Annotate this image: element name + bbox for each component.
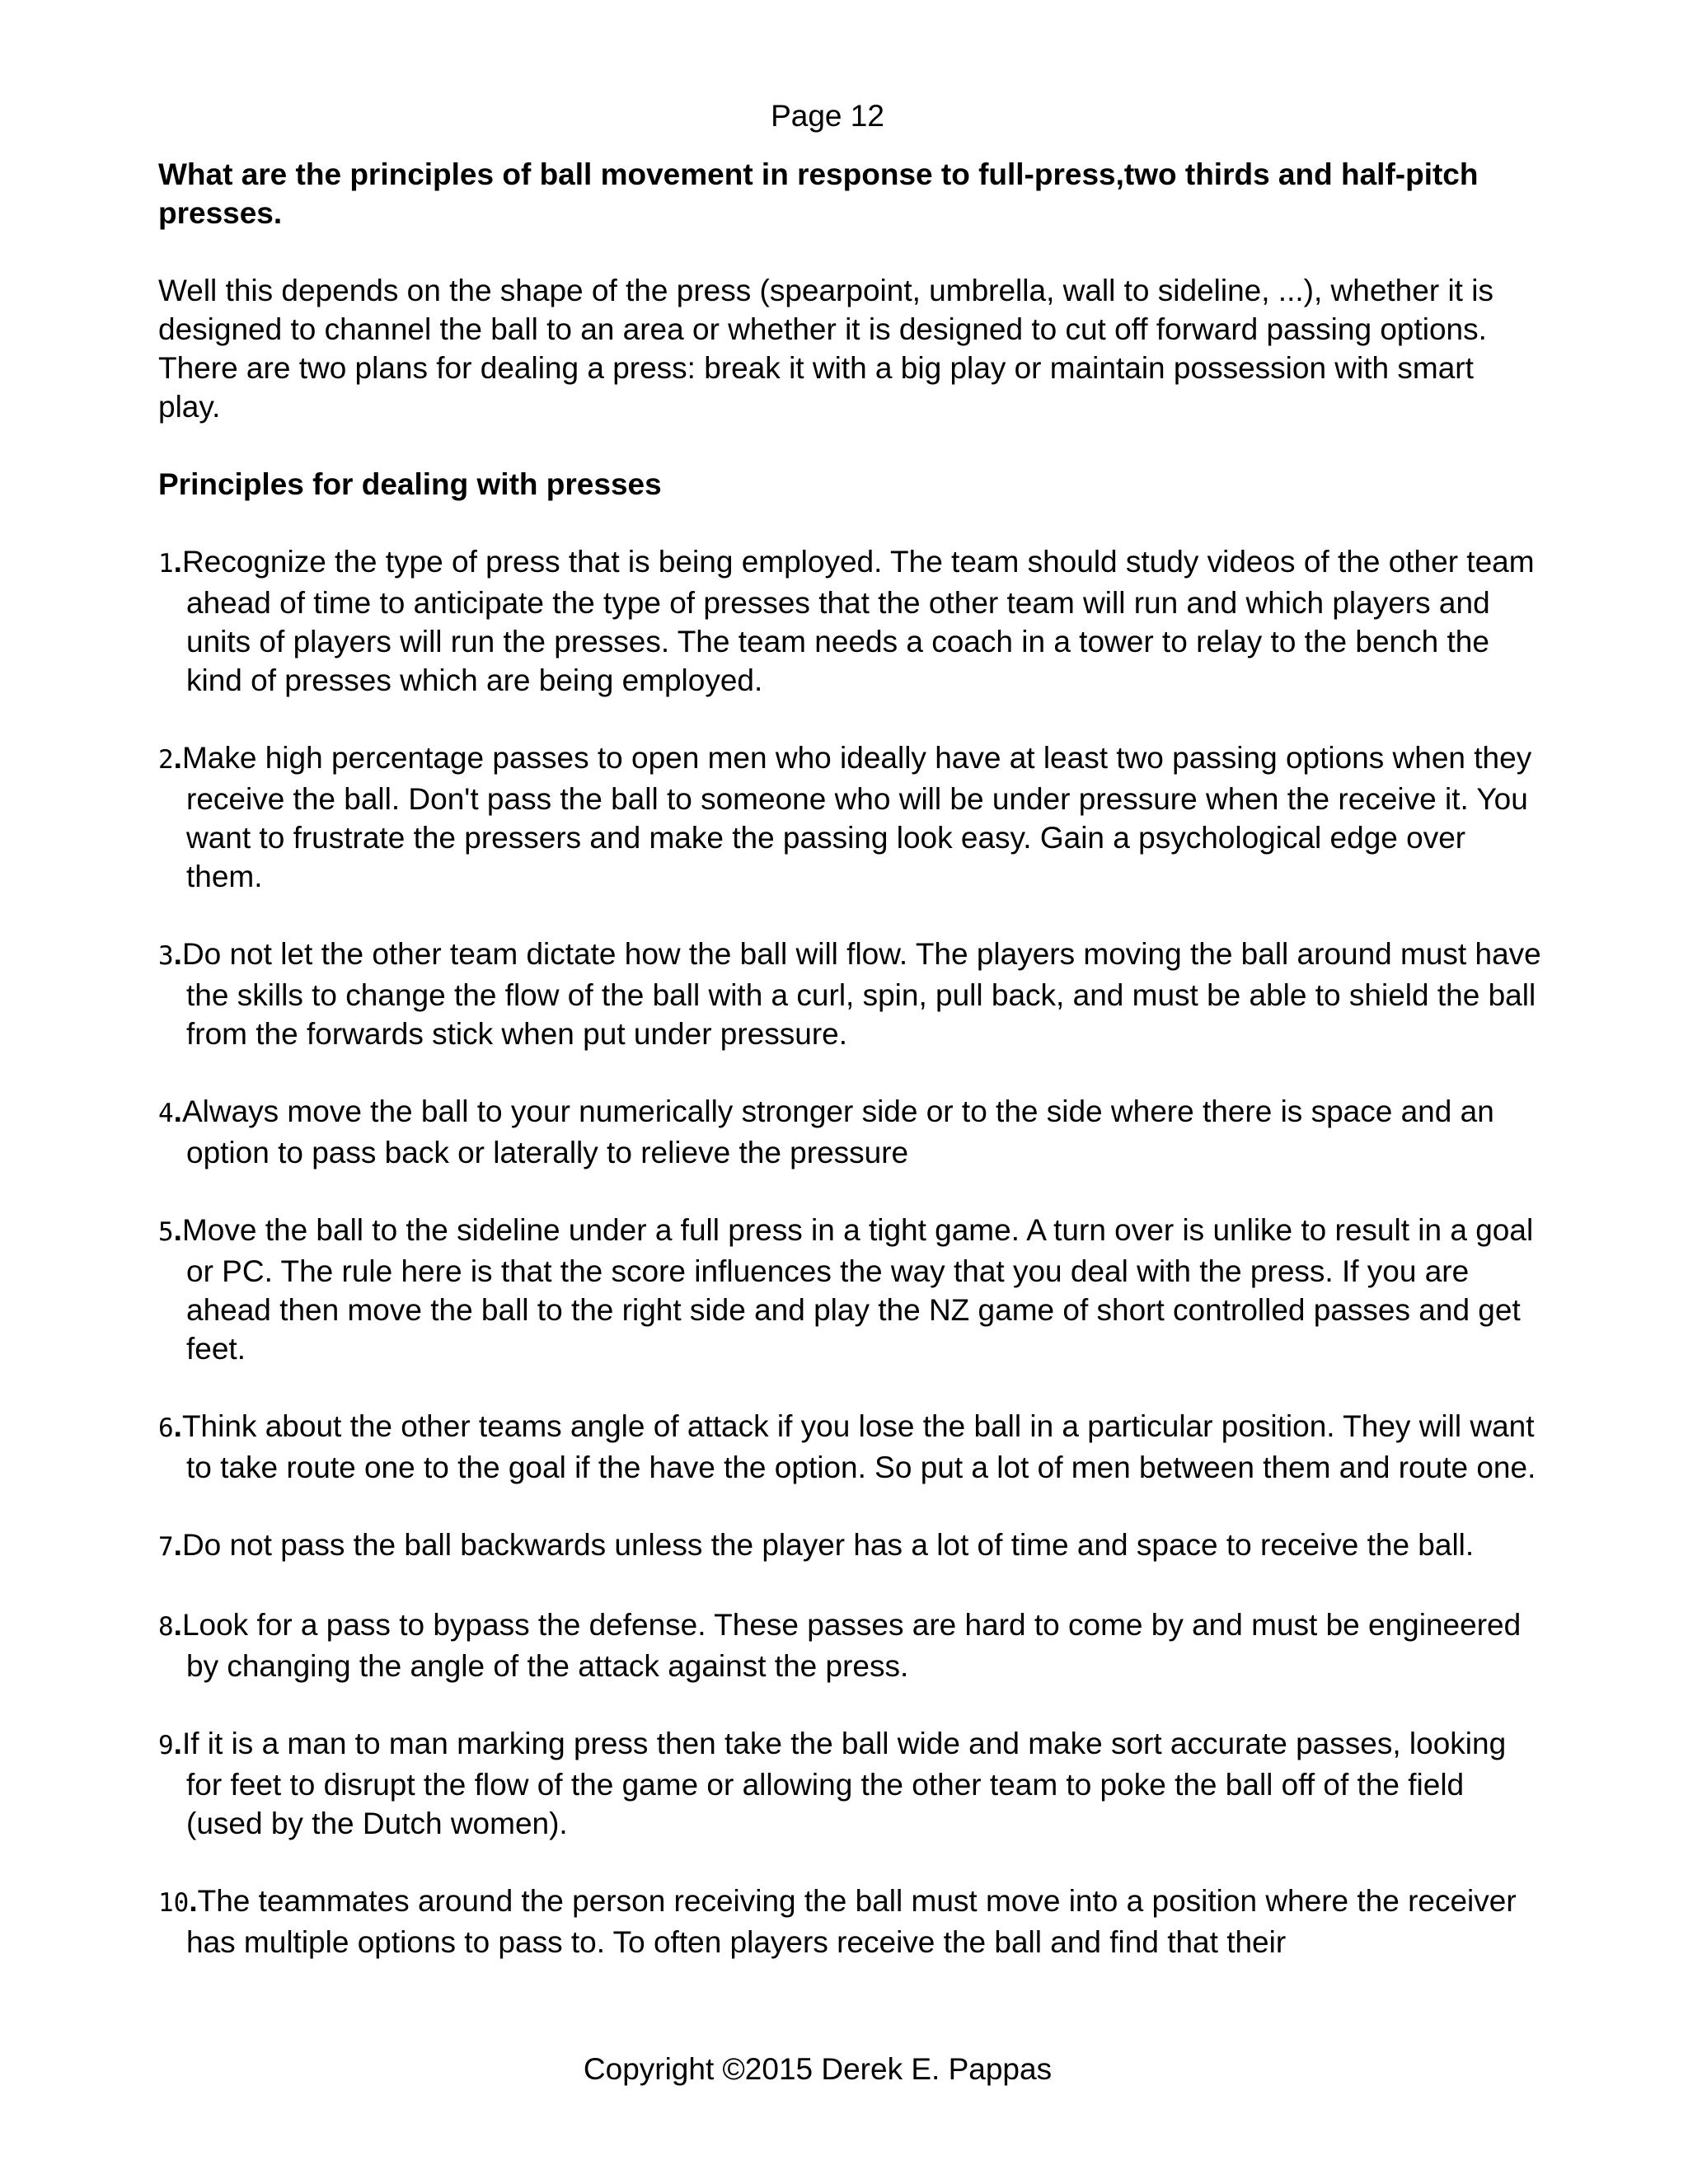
list-item: 2.Make high percentage passes to open men who ideally have at least two passing options when they receive the ball. Don't pass the ball to someone who will be under pressure when the receive it. You want to frustrate the pressers and make the passing look easy. Gain a psychological edge over them. (158, 741, 1532, 893)
copyright-footer: Copyright ©2015 Derek E. Pappas (583, 2052, 1053, 2086)
page-number: Page 12 (771, 99, 884, 133)
principles-list (158, 542, 1543, 1961)
list-item-number: 6 (158, 1413, 174, 1443)
list-item-text: Move the ball to the sideline under a full press in a tight game. A turn over is unlike to result in a goal or PC. The rule here is that the score influences the way that you deal with the press. If you are ahead then move the ball to the right side and play the NZ game of short controlled passes and get feet. (181, 1213, 1534, 1366)
list-item-text: Do not pass the ball backwards unless the player has a lot of time and space to receive the ball. (181, 1528, 1475, 1562)
principles-subheading: Principles for dealing with presses (158, 467, 662, 501)
list-item: 10.The teammates around the person receiving the ball must move into a position where the receiver has multiple options to pass to. To often players receive the ball and find that their (158, 1884, 1517, 1959)
list-item-number: 4 (158, 1099, 174, 1128)
list-item: 7.Do not pass the ball backwards unless the player has a lot of time and space to receive the ball. (158, 1528, 1475, 1562)
list-item: 6.Think about the other teams angle of attack if you lose the ball in a particular position. They will want to take route one to the goal if the have the option. So put a lot of men between them and route one. (158, 1409, 1536, 1484)
list-item-text: The teammates around the person receiving the ball must move into a position where the receiver has multiple options to pass to. To often players receive the ball and find that their (186, 1884, 1517, 1959)
list-item: 3.Do not let the other team dictate how the ball will flow. The players moving the ball around must have the skills to change the flow of the ball with a curl, spin, pull back, and must be able to shield the ball from the forwards stick when put under pressure. (158, 937, 1541, 1051)
list-item: 1.Recognize the type of press that is being employed. The team should study videos of the other team ahead of time to anticipate the type of presses that the other team will run and which players and units of players will run the presses. The team needs a coach in a tower to relay to the bench the kind of presses which are being employed. (158, 545, 1535, 697)
list-item: 4.Always move the ball to your numerically stronger side or to the side where there is space and an option to pass back or laterally to relieve the pressure (158, 1094, 1494, 1169)
list-item-text: Look for a pass to bypass the defense. These passes are hard to come by and must be engineered by changing the angle of the attack against the press. (181, 1608, 1522, 1683)
list-item: 9.If it is a man to man marking press then take the ball wide and make sort accurate passes, looking for feet to disrupt the flow of the game or allowing the other team to poke the ball off of the field (used by the Dutch women). (158, 1727, 1507, 1840)
intro-paragraph: Well this depends on the shape of the press (spearpoint, umbrella, wall to sideline, ...), whether it is designed to channel the ball to an area or whether it is designed to cut off forward passing options. There are two plans for dealing a press: break it with a big play or maintain possession with smart play. (158, 274, 1493, 424)
list-item-number: 5 (158, 1217, 174, 1247)
list-item-number: 9 (158, 1731, 174, 1760)
section-heading: What are the principles of ball movement in response to full-press,two thirds and half-pitch presses. (158, 157, 1479, 230)
list-item-number: 3 (158, 941, 174, 971)
list-item: 8.Look for a pass to bypass the defense. These passes are hard to come by and must be engineered by changing the angle of the attack against the press. (158, 1608, 1522, 1683)
list-item-number: 8 (158, 1612, 174, 1642)
list-item-number: 1 (158, 549, 174, 579)
list-item-text: Think about the other teams angle of attack if you lose the ball in a particular position. They will want to take route one to the goal if the have the option. So put a lot of men between them and route one. (181, 1409, 1536, 1484)
list-item-number: 10 (158, 1888, 190, 1918)
list-item-text: Recognize the type of press that is being employed. The team should study videos of the other team ahead of time to anticipate the type of presses that the other team will run and which players and units of players will run the presses. The team needs a coach in a tower to relay to the bench the kind of presses which are being employed. (181, 545, 1535, 697)
list-item-text: Always move the ball to your numerically stronger side or to the side where there is space and an option to pass back or laterally to relieve the pressure (181, 1094, 1494, 1169)
list-item: 5.Move the ball to the sideline under a full press in a tight game. A turn over is unlike to result in a goal or PC. The rule here is that the score influences the way that you deal with the press. If you are ahead then move the ball to the right side and play the NZ game of short controlled passes and get feet. (158, 1213, 1534, 1366)
list-item-number: 2 (158, 745, 174, 775)
list-item-number: 7 (158, 1532, 174, 1562)
list-item-text: If it is a man to man marking press then take the ball wide and make sort accurate passes, looking for feet to disrupt the flow of the game or allowing the other team to poke the ball off of the field (used by the Dutch women). (181, 1727, 1507, 1840)
list-item-text: Do not let the other team dictate how the ball will flow. The players moving the ball around must have the skills to change the flow of the ball with a curl, spin, pull back, and must be able to shield the ball from the forwards stick when put under pressure. (181, 937, 1541, 1051)
page-content (158, 155, 1543, 2000)
list-item-text: Make high percentage passes to open men who ideally have at least two passing options when they receive the ball. Don't pass the ball to someone who will be under pressure when the receive it. You want to frustrate the pressers and make the passing look easy. Gain a psychological edge over them. (181, 741, 1532, 893)
